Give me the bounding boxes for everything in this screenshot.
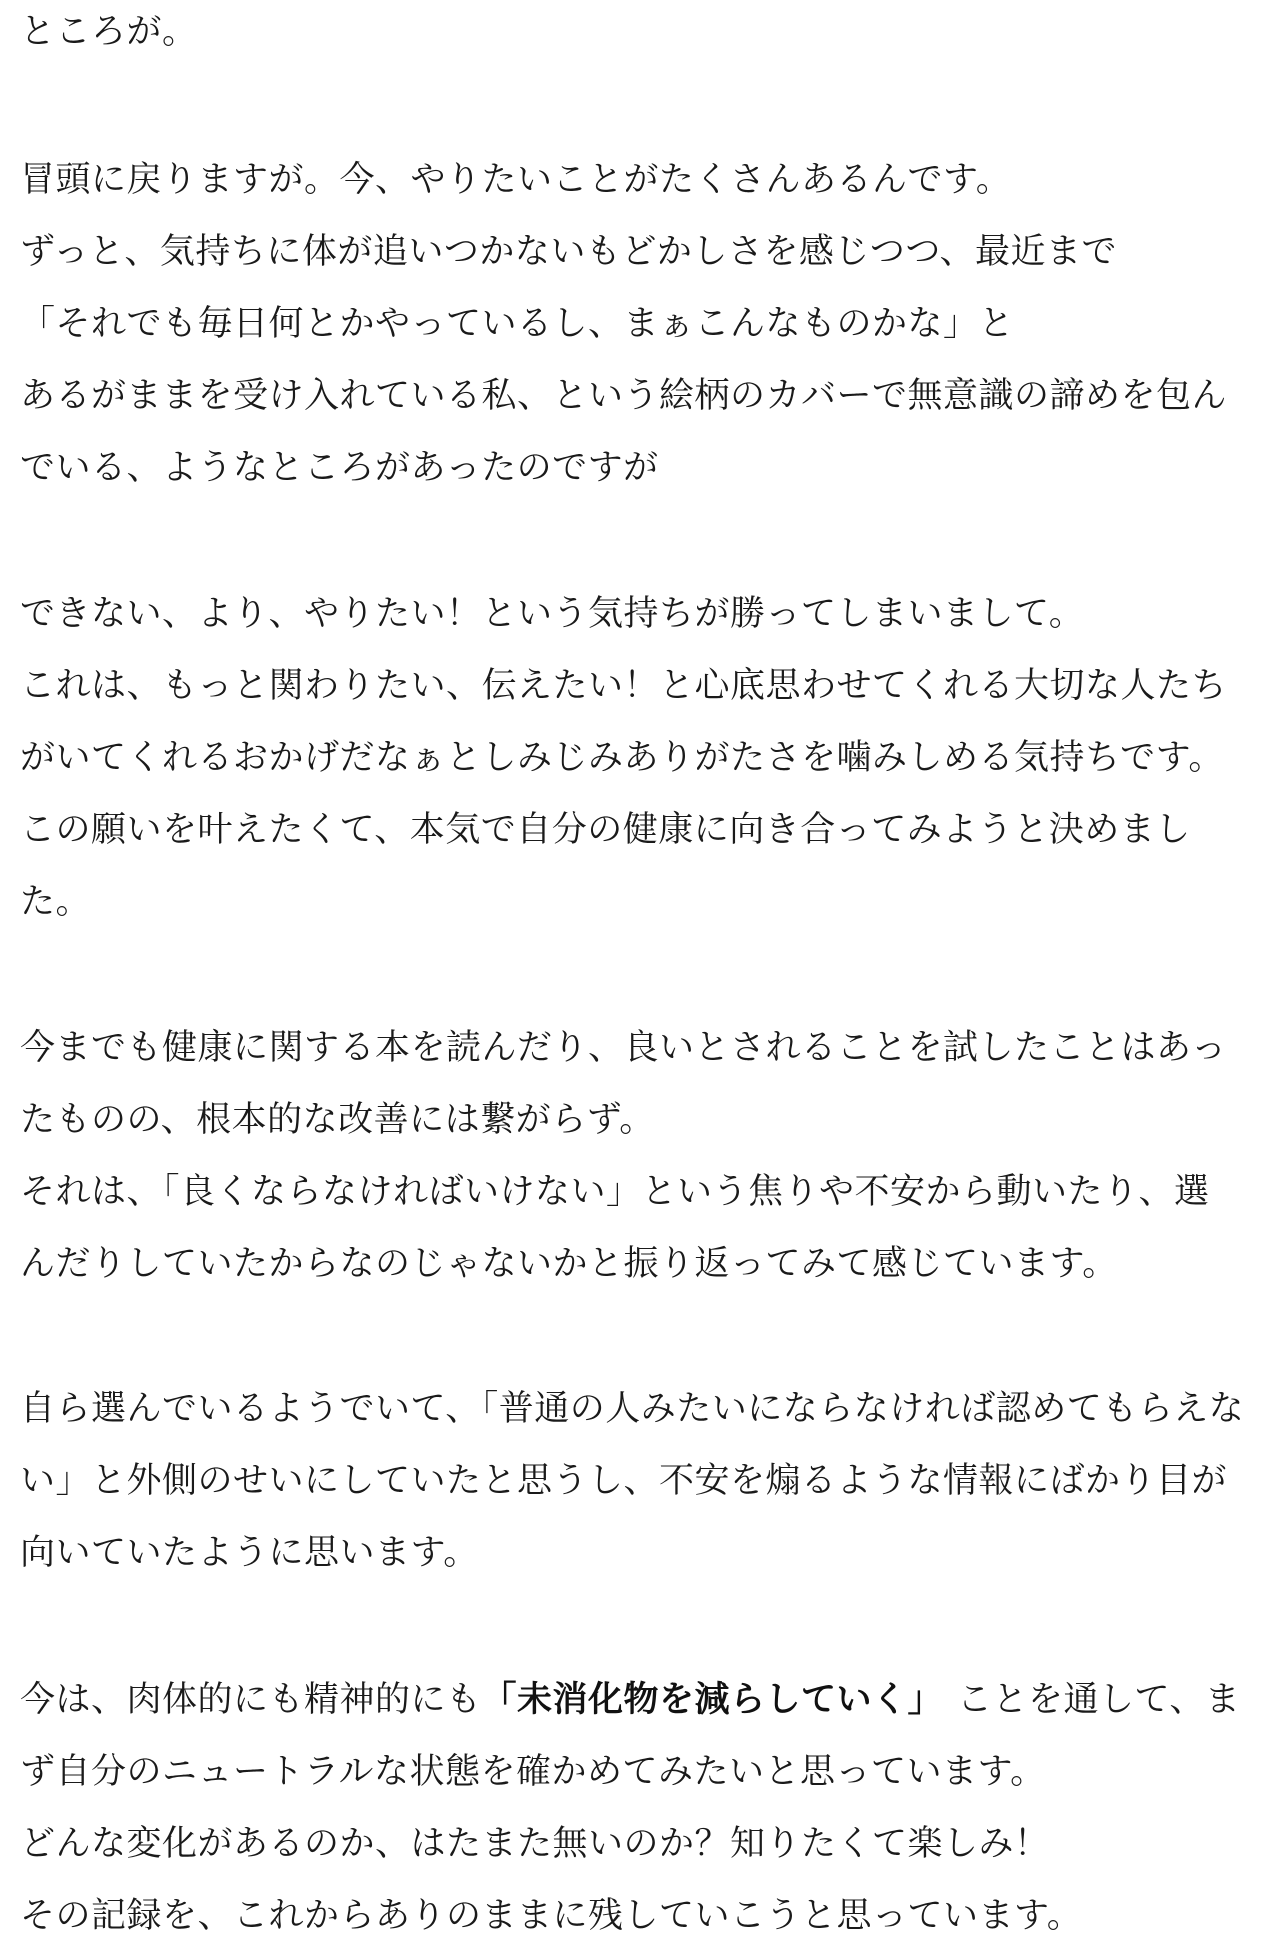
- paragraph-6-line-1-text-after: ことを通して、ま: [957, 1680, 1241, 1720]
- paragraph-3-line-1: できない、より、やりたい！という気持ちが勝ってしまいまして。: [20, 594, 1085, 634]
- emphasis-text: 「未消化物を減らしていく」: [481, 1680, 944, 1720]
- paragraph-3-line-3: がいてくれるおかげだなぁとしみじみありがたさを噛みしめる気持ちです。: [20, 738, 1224, 778]
- paragraph-2-line-2: ずっと、気持ちに体が追いつかないもどかしさを感じつつ、最近まで: [20, 232, 1118, 272]
- paragraph-3-line-5: た。: [20, 882, 92, 922]
- paragraph-2-line-5: でいる、ようなところがあったのですが: [20, 448, 659, 488]
- paragraph-6-line-1-text: 今は、肉体的にも精神的にも: [20, 1680, 482, 1720]
- paragraph-2-line-4: あるがままを受け入れている私、という絵柄のカバーで無意識の諦めを包ん: [20, 376, 1228, 416]
- paragraph-3-line-2: これは、もっと関わりたい、伝えたい！と心底思わせてくれる大切な人たち: [20, 666, 1228, 706]
- paragraph-4-line-4: んだりしていたからなのじゃないかと振り返ってみて感じています。: [20, 1244, 1118, 1284]
- paragraph-4-line-2: たものの、根本的な改善には繋がらず。: [20, 1100, 655, 1140]
- paragraph-5-line-2: い」と外側のせいにしていたと思うし、不安を煽るような情報にばかり目が: [20, 1461, 1228, 1501]
- paragraph-3-line-4: この願いを叶えたくて、本気で自分の健康に向き合ってみようと決めまし: [20, 810, 1191, 850]
- paragraph-5-line-3: 向いていたように思います。: [20, 1533, 479, 1573]
- paragraph-2-line-1: 冒頭に戻りますが。今、やりたいことがたくさんあるんです。: [20, 160, 1012, 200]
- paragraph-6-line-2: ず自分のニュートラルな状態を確かめてみたいと思っています。: [20, 1752, 1046, 1792]
- paragraph-6-line-1: [20, 1678, 1258, 1722]
- paragraph-1-line-1: ところが。: [20, 12, 198, 52]
- paragraph-6-line-3: どんな変化があるのか、はたまた無いのか？知りたくて楽しみ！: [20, 1824, 1050, 1864]
- paragraph-4-line-1: 今までも健康に関する本を読んだり、良いとされることを試したことはあっ: [20, 1028, 1227, 1068]
- paragraph-4-line-3: それは、「良くならなければいけない」という焦りや不安から動いたり、選: [20, 1172, 1210, 1212]
- paragraph-5-line-1: 自ら選んでいるようでいて、「普通の人みたいにならなければ認めてもらえな: [20, 1389, 1245, 1429]
- paragraph-6-line-4: その記録を、これからありのままに残していこうと思っています。: [20, 1896, 1083, 1936]
- paragraph-2-line-3: 「それでも毎日何とかやっているし、まぁこんなものかな」と: [20, 304, 1015, 344]
